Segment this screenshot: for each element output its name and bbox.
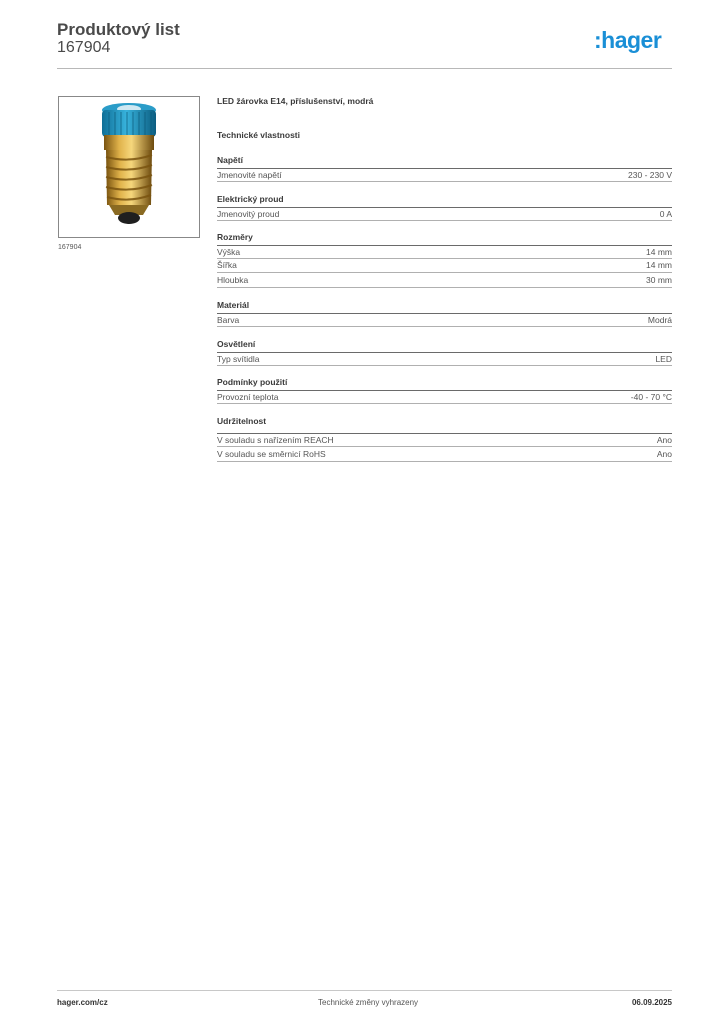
properties-heading: Technické vlastnosti [217,130,300,140]
spec-value: 0 A [659,209,672,219]
led-bulb-icon [59,97,199,237]
spec-value: 30 mm [646,275,672,285]
spec-value: Ano [656,449,672,459]
spec-row [217,390,672,404]
spec-label: Jmenovitý proud [217,209,280,219]
spec-label: Barva [217,315,240,325]
spec-label: Výška [217,247,241,257]
section-title-material: Materiál [217,300,250,310]
section-title-current: Elektrický proud [217,194,284,204]
spec-value: 14 mm [646,260,672,270]
spec-value: 14 mm [646,247,672,257]
section-title-usage-conditions: Podmínky použití [217,377,288,387]
footer-divider [57,990,672,991]
spec-row [217,313,672,327]
spec-row [217,245,672,259]
spec-row [217,433,672,447]
spec-value: LED [655,354,672,364]
spec-label: Jmenovité napětí [217,170,282,180]
spec-row [217,207,672,221]
spec-value: 230 - 230 V [628,170,672,180]
page-title: Produktový list [57,20,180,39]
spec-row [217,274,672,288]
spec-label: Typ svítidla [217,354,260,364]
section-title-dimensions: Rozměry [217,232,253,242]
spec-label: Provozní teplota [217,392,279,402]
spec-value: -40 - 70 °C [630,392,672,402]
spec-row [217,352,672,366]
section-title-lighting: Osvětlení [217,339,256,349]
spec-value: Ano [656,435,672,445]
section-title-sustainability: Udržitelnost [217,416,267,426]
spec-label: V souladu s nařízením REACH [217,435,334,445]
footer-website-link[interactable]: hager.com/cz [57,998,108,1007]
product-image [58,96,200,238]
section-title-voltage: Napětí [217,155,243,165]
product-name: LED žárovka E14, příslušenství, modrá [217,96,374,106]
document-number: 167904 [57,39,111,56]
spec-value: Modrá [647,315,672,325]
hager-logo: :hager [594,27,662,53]
footer-date: 06.09.2025 [631,998,672,1007]
spec-row [217,259,672,273]
spec-label: Šířka [217,260,237,270]
spec-label: V souladu se směrnicí RoHS [217,449,326,459]
spec-row [217,168,672,182]
spec-label: Hloubka [217,275,249,285]
image-caption: 167904 [58,244,82,251]
spec-row [217,448,672,462]
footer-disclaimer: Technické změny vyhrazeny [318,998,419,1007]
header-divider [57,68,672,69]
